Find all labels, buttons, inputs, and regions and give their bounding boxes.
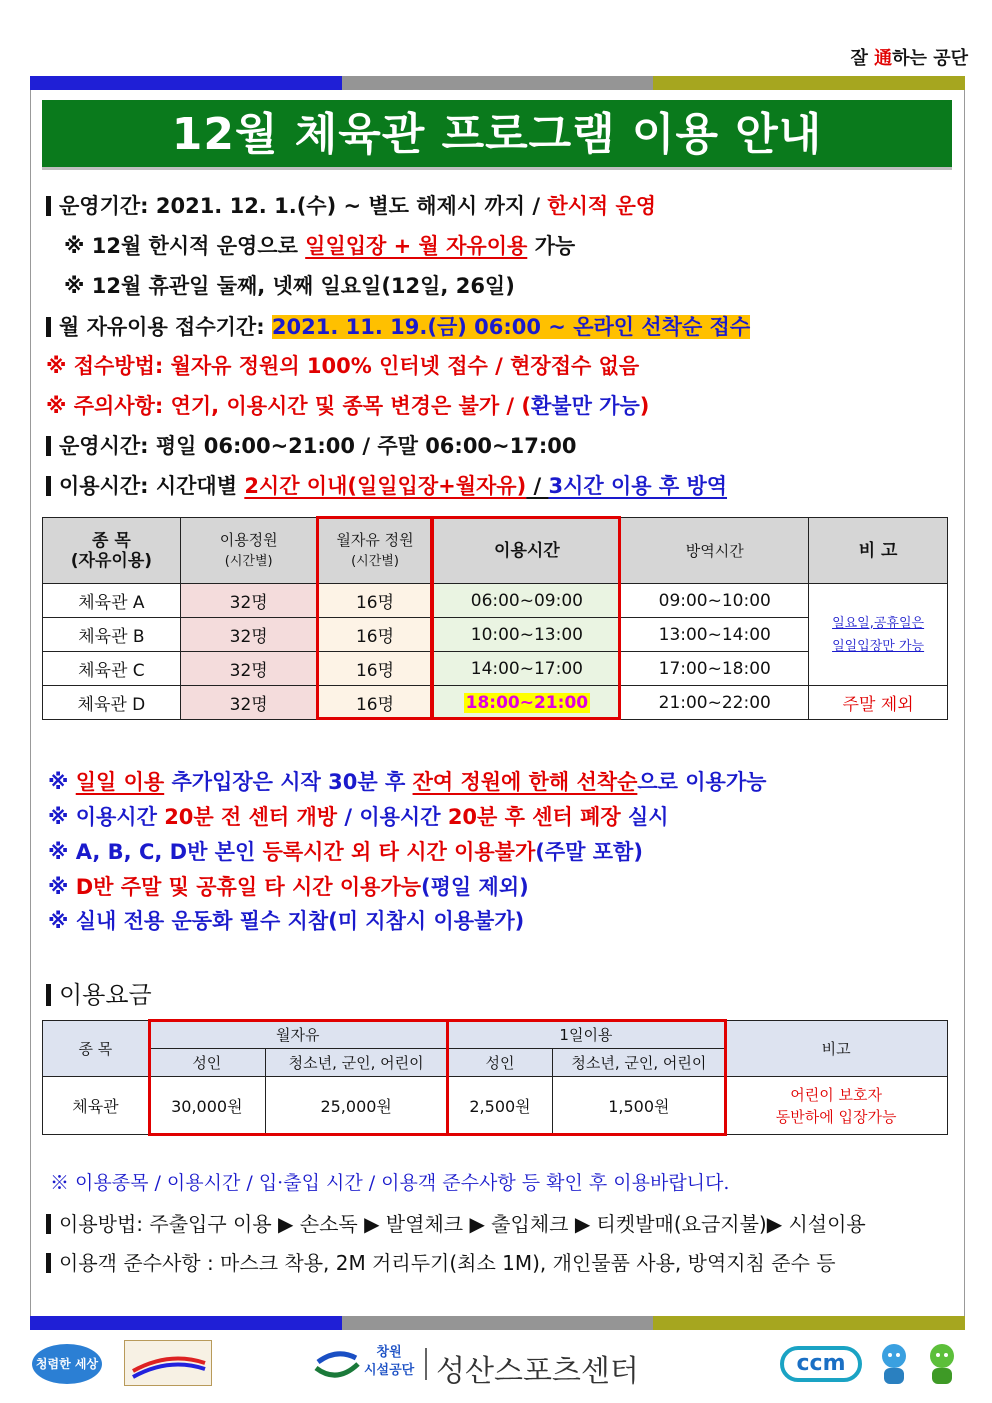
row-gym: 체육관 A <box>43 584 181 618</box>
ccm-logo: ccm <box>780 1346 862 1382</box>
fee-header-adult: 성인 <box>148 1049 265 1077</box>
fee-header-note: 비고 <box>725 1021 948 1077</box>
visitor-rules: 이용객 준수사항 : 마스크 착용, 2M 거리두기(최소 1M), 개인물품 사용, 방역지침 준수 등 <box>46 1247 836 1276</box>
row-gym: 체육관 C <box>43 652 181 686</box>
clean-world-logo: 청렴한 세상 <box>32 1344 102 1384</box>
row-gym: 체육관 D <box>43 686 181 720</box>
temporary-operation-note: ※ 12월 한시적 운영으로 일일입장 + 월 자유이용 가능 <box>64 234 576 258</box>
operation-period: 운영기간: 2021. 12. 1.(수) ~ 별도 해제시 까지 / 한시적 운영 <box>46 190 656 220</box>
row-gym: 체육관 B <box>43 618 181 652</box>
row-clean-time: 17:00~18:00 <box>621 652 809 686</box>
row-usage-time: 14:00~17:00 <box>433 652 621 686</box>
row-capacity: 32명 <box>180 652 317 686</box>
row-monthly-capacity: 16명 <box>317 584 433 618</box>
flag-stripes-icon <box>125 1341 213 1387</box>
row-usage-time: 18:00~21:00 <box>433 686 621 720</box>
row-clean-time: 13:00~14:00 <box>621 618 809 652</box>
fee-header-youth: 청소년, 군인, 어린이 <box>265 1049 447 1077</box>
fee-header-monthly: 월자유 <box>148 1021 447 1049</box>
monthly-fee-highlight <box>148 1019 449 1136</box>
header-monthly-capacity: 월자유 정원 (시간별) <box>317 518 433 584</box>
fee-daily-youth: 1,500원 <box>553 1077 725 1135</box>
remark-abc: 일요일,공휴일은 일일입장만 가능 <box>809 584 948 686</box>
fee-row-name: 체육관 <box>43 1077 149 1135</box>
fees-heading: 이용요금 <box>46 975 152 1010</box>
top-color-bar <box>30 76 965 90</box>
mascot-blue-icon <box>872 1340 916 1386</box>
row-usage-time: 06:00~09:00 <box>433 584 621 618</box>
footer <box>0 1340 992 1390</box>
registration-method: ※ 접수방법: 월자유 정원의 100% 인터넷 접수 / 현장접수 없음 <box>46 354 640 378</box>
row-monthly-capacity: 16명 <box>317 652 433 686</box>
header-usage-time: 이용시간 <box>433 518 621 584</box>
fee-header-daily: 1일이용 <box>447 1021 725 1049</box>
usage-method: 이용방법: 주출입구 이용 ▶ 손소독 ▶ 발열체크 ▶ 출입체크 ▶ 티켓발매(요금지불)▶ 시설이용 <box>46 1208 866 1237</box>
fee-header-youth: 청소년, 군인, 어린이 <box>553 1049 725 1077</box>
confirm-notice: ※ 이용종목 / 이용시간 / 입·출입 시간 / 이용객 준수사항 등 확인 후 이용바랍니다. <box>50 1172 730 1194</box>
note-indoor-shoes: ※ 실내 전용 운동화 필수 지참(미 지참시 이용불가) <box>48 909 525 933</box>
row-clean-time: 09:00~10:00 <box>621 584 809 618</box>
row-usage-time: 10:00~13:00 <box>433 618 621 652</box>
operating-hours: 운영시간: 평일 06:00~21:00 / 주말 06:00~17:00 <box>46 430 576 460</box>
note-registered-time: ※ A, B, C, D반 본인 등록시간 외 타 시간 이용불가(주말 포함) <box>48 840 643 864</box>
changwon-facility-logo-icon <box>312 1344 362 1384</box>
header-item: 종 목 (자유이용) <box>43 518 181 584</box>
row-monthly-capacity: 16명 <box>317 618 433 652</box>
row-clean-time: 21:00~22:00 <box>621 686 809 720</box>
note-d-weekend: ※ D반 주말 및 공휴일 타 시간 이용가능(평일 제외) <box>48 875 529 899</box>
caution-note: ※ 주의사항: 연기, 이용시간 및 종목 변경은 불가 / (환불만 가능) <box>46 394 650 418</box>
fee-monthly-youth: 25,000원 <box>265 1077 447 1135</box>
usage-time-highlight <box>431 516 621 720</box>
registration-period: 월 자유이용 접수기간: 2021. 11. 19.(금) 06:00 ~ 온라인 선착순 접수 <box>46 311 750 341</box>
daily-fee-highlight <box>446 1019 727 1136</box>
fee-daily-adult: 2,500원 <box>447 1077 553 1135</box>
header-capacity: 이용정원 (시간별) <box>180 518 317 584</box>
usage-time: 이용시간: 시간대별 2시간 이내(일일입장+월자유) / 3시간 이용 후 방역 <box>46 470 727 500</box>
slogan: 잘 通하는 공단 <box>850 48 968 69</box>
org-name: 창원 시설공단 <box>364 1345 415 1378</box>
center-name: 성산스포츠센터 <box>436 1354 639 1389</box>
fee-remark: 어린이 보호자 동반하에 입장가능 <box>725 1077 948 1135</box>
footer-divider <box>425 1348 427 1380</box>
row-monthly-capacity: 16명 <box>317 686 433 720</box>
bottom-color-bar <box>30 1316 965 1330</box>
note-daily-entry: ※ 일일 이용 추가입장은 시작 30분 후 잔여 정원에 한해 선착순으로 이용가능 <box>48 770 767 794</box>
certificate-logo <box>124 1340 212 1386</box>
row-capacity: 32명 <box>180 584 317 618</box>
monthly-capacity-highlight <box>316 516 433 720</box>
row-capacity: 32명 <box>180 618 317 652</box>
header-remark: 비 고 <box>809 518 948 584</box>
row-capacity: 32명 <box>180 686 317 720</box>
note-open-close: ※ 이용시간 20분 전 센터 개방 / 이용시간 20분 후 센터 폐장 실시 <box>48 805 669 829</box>
header-clean-time: 방역시간 <box>621 518 809 584</box>
fee-header-adult: 성인 <box>447 1049 553 1077</box>
closing-day-note: ※ 12월 휴관일 둘째, 넷째 일요일(12일, 26일) <box>64 274 515 298</box>
fee-header-item: 종 목 <box>43 1021 149 1077</box>
page-title: 12월 체육관 프로그램 이용 안내 <box>42 100 952 170</box>
mascot-green-icon <box>920 1340 964 1386</box>
fee-monthly-adult: 30,000원 <box>148 1077 265 1135</box>
remark-d: 주말 제외 <box>809 686 948 720</box>
